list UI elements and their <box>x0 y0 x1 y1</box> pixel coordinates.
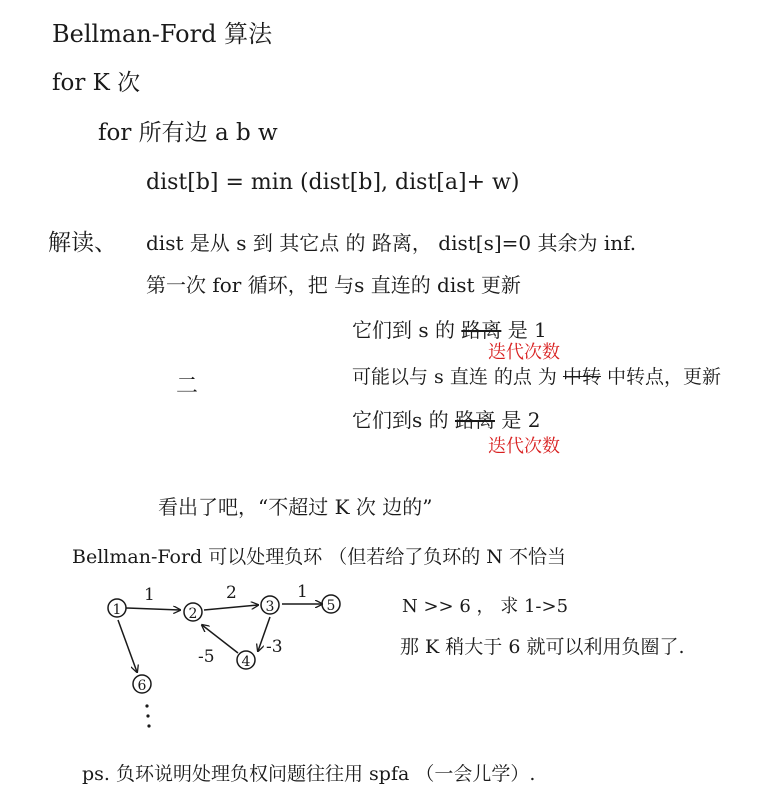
graph-edge-weights <box>144 582 308 667</box>
note-title: Bellman-Ford 算法 <box>52 20 273 48</box>
explain-line-3a: 它们到 s 的 <box>352 318 455 342</box>
weight-4-2: -5 <box>198 647 215 667</box>
explain-line-6b: 是 2 <box>501 408 541 432</box>
node-6-label: 6 <box>137 678 147 694</box>
negative-cycle-note: Bellman-Ford 可以处理负环 （但若给了负环的 N 不恰当 <box>72 546 566 568</box>
node-4-label: 4 <box>241 654 251 670</box>
edge-2-3 <box>204 605 258 610</box>
weight-1-2: 1 <box>144 585 155 605</box>
explain-line-1: dist 是从 s 到 其它点 的 路离， dist[s]=0 其余为 inf. <box>146 231 637 255</box>
explain-label: 解读、 <box>48 230 117 256</box>
dot <box>145 704 148 707</box>
pseudo-loop-edges: for 所有边 a b w <box>98 120 278 146</box>
explain-line-3-red: 迭代次数 <box>488 342 560 363</box>
explain-line-2: 第一次 for 循环，把 与s 直连的 dist 更新 <box>146 273 521 297</box>
explain-line-4-num: 二 <box>176 374 199 399</box>
explain-line-6-red: 迭代次数 <box>488 436 560 457</box>
node-3-label: 3 <box>265 599 275 615</box>
explain-line-6-strike: 路离 <box>454 408 495 432</box>
node-1-label: 1 <box>112 602 122 618</box>
pseudo-loop-k: for K 次 <box>52 70 141 96</box>
graph-edges <box>118 604 322 672</box>
explain-line-3-strike: 路离 <box>461 318 502 342</box>
edge-1-2 <box>126 608 180 610</box>
explain-line-3b: 是 1 <box>507 318 547 342</box>
graph-note-2: 那 K 稍大于 6 就可以利用负圈了. <box>400 636 685 658</box>
conclusion: 看出了吧，“不超过 K 次 边的” <box>158 495 433 519</box>
explain-line-5b: 中转点，更新 <box>607 366 722 388</box>
graph-continuation-dots <box>145 704 150 727</box>
weight-2-3: 2 <box>226 583 237 603</box>
weight-3-4: -3 <box>266 637 283 657</box>
graph-node-labels <box>113 598 336 694</box>
graph-note-1: N >> 6 ， 求 1->5 <box>402 596 569 617</box>
weight-3-5: 1 <box>297 582 308 602</box>
ps-note: ps. 负环说明处理负权问题往往用 spfa （一会儿学）. <box>82 763 536 785</box>
explain-line-6a: 它们到s 的 <box>352 408 449 432</box>
explain-line-5a: 可能以与 s 直连 的点 为 <box>352 366 557 388</box>
edge-1-6 <box>118 620 137 672</box>
node-5-label: 5 <box>326 598 336 614</box>
dot <box>147 724 150 727</box>
explain-line-5-strike: 中转 <box>562 366 601 388</box>
node-2-label: 2 <box>188 606 198 622</box>
pseudo-update: dist[b] = min (dist[b], dist[a]+ w) <box>146 170 520 195</box>
dot <box>146 714 149 717</box>
